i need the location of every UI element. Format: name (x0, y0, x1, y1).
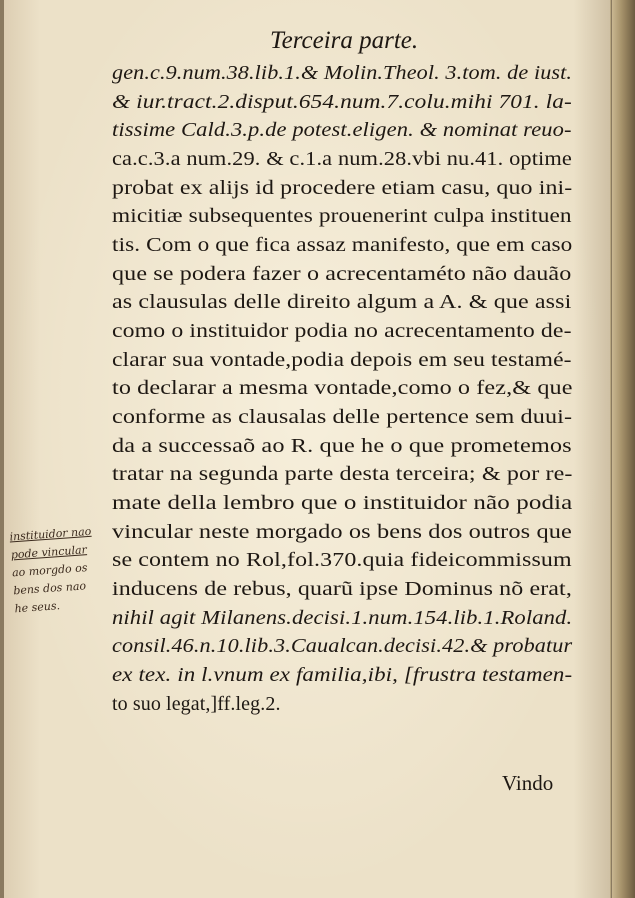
note-line: instituidor nao (9, 524, 92, 544)
text-line: & iur.tract.2.disput.654.num.7.colu.mihi 701. la- (112, 91, 572, 113)
text-line: nihil agit Milanens.decisi.1.num.154.lib.1.Roland. (112, 607, 573, 629)
text-line: inducens de rebus, quarũ ipse Dominus nõ erat, (112, 578, 572, 600)
handwritten-marginal-note (9, 522, 113, 619)
text-line: vincular neste morgado os bens dos outros que (112, 521, 572, 543)
catchword: Vindo (502, 771, 554, 795)
text-line: to declarar a mesma vontade,como o fez,& que (112, 377, 573, 399)
text-line: gen.c.9.num.38.lib.1.& Molin.Theol. 3.tom. de iust. (112, 62, 573, 84)
note-line: pode vincular (10, 543, 88, 562)
note-line: he seus. (14, 599, 61, 616)
text-line: to suo legat,]ff.leg.2. (112, 693, 281, 715)
text-line: mate della lembro que o instituidor não podia (112, 492, 573, 514)
text-line: consil.46.n.10.lib.3.Caualcan.decisi.42.& probatur (112, 635, 573, 657)
text-line: que se podera fazer o acrecentaméto não dauão (112, 263, 572, 285)
text-line: ca.c.3.a num.29. & c.1.a num.28.vbi nu.41. optime (112, 148, 572, 170)
note-line: ao morgdo os (11, 561, 88, 580)
text-line: tis. Com o que fica assaz manifesto, que em caso (112, 234, 573, 256)
text-line: se contem no Rol,fol.370.quia fideicommissum (112, 549, 572, 571)
text-line: tissime Cald.3.p.de potest.eligen. & nominat reuo- (112, 119, 572, 141)
text-line: as clausulas delle direito algum a A. & que assi (112, 291, 572, 313)
text-line: como o instituidor podia no acrecentamento de- (112, 320, 572, 342)
text-line: ex tex. in l.vnum ex familia,ibi, [frustra testamen- (112, 664, 573, 686)
page-edge (612, 0, 635, 898)
text-line: micitiæ subsequentes prouenerint culpa instituen (112, 205, 572, 227)
text-line: tratar na segunda parte desta terceira; & por re- (112, 463, 573, 485)
text-line: probat ex alijs id procedere etiam casu, quo ini- (112, 177, 573, 199)
text-line: conforme as clausalas delle pertence sem duui- (112, 406, 573, 428)
text-line: clarar sua vontade,podia depois em seu testamé- (112, 349, 572, 371)
text-line: da a successaõ ao R. que he o que prometemos (112, 435, 572, 457)
running-head: Terceira parte. (270, 27, 419, 54)
note-line: bens dos nao (12, 579, 87, 598)
